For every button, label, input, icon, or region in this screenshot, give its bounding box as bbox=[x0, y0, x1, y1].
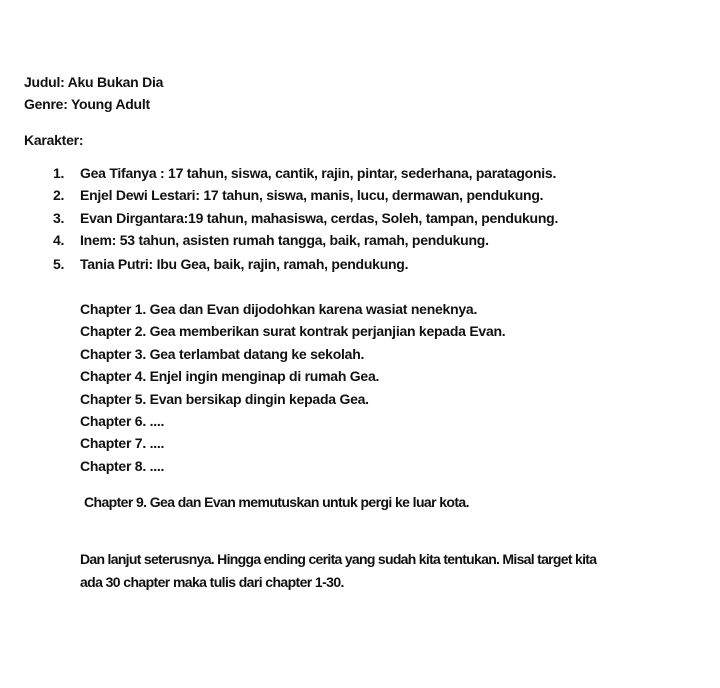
chapter-item: Chapter 4. Enjel ingin menginap di rumah Gea. bbox=[80, 368, 380, 384]
character-text: Enjel Dewi Lestari: 17 tahun, siswa, manis, lucu, dermawan, pendukung. bbox=[80, 187, 544, 203]
closing-line: Dan lanjut seterusnya. Hingga ending cerita yang sudah kita tentukan. Misal target kita bbox=[80, 551, 597, 567]
chapter-item: Chapter 5. Evan bersikap dingin kepada Gea. bbox=[80, 391, 369, 407]
chapter-item: Chapter 6. .... bbox=[80, 413, 165, 429]
list-number: 1. bbox=[53, 165, 65, 181]
character-text: Gea Tifanya : 17 tahun, siswa, cantik, rajin, pintar, sederhana, paratagonis. bbox=[80, 165, 557, 181]
character-item bbox=[53, 209, 693, 227]
character-text: Inem: 53 tahun, asisten rumah tangga, baik, ramah, pendukung. bbox=[80, 232, 489, 248]
chapter-item: Chapter 3. Gea terlambat datang ke sekolah. bbox=[80, 346, 365, 362]
character-text: Evan Dirgantara:19 tahun, mahasiswa, cerdas, Soleh, tampan, pendukung. bbox=[80, 210, 559, 226]
chapter-item: Chapter 8. .... bbox=[80, 458, 165, 474]
chapter-item: Chapter 1. Gea dan Evan dijodohkan karena wasiat neneknya. bbox=[80, 301, 478, 317]
title-line: Judul: Aku Bukan Dia bbox=[24, 74, 164, 90]
list-number: 5. bbox=[53, 256, 65, 272]
character-item bbox=[53, 255, 693, 273]
chapter-item: Chapter 7. .... bbox=[80, 435, 165, 451]
character-item bbox=[53, 231, 693, 249]
chapter-item: Chapter 2. Gea memberikan surat kontrak perjanjian kepada Evan. bbox=[80, 323, 506, 339]
list-number: 3. bbox=[53, 210, 65, 226]
list-number: 2. bbox=[53, 187, 65, 203]
genre-line: Genre: Young Adult bbox=[24, 96, 150, 112]
character-item bbox=[53, 164, 693, 182]
list-number: 4. bbox=[53, 232, 65, 248]
chapter-item: Chapter 9. Gea dan Evan memutuskan untuk pergi ke luar kota. bbox=[84, 494, 469, 510]
closing-line: ada 30 chapter maka tulis dari chapter 1-30. bbox=[80, 574, 344, 590]
character-item bbox=[53, 186, 693, 204]
character-text: Tania Putri: Ibu Gea, baik, rajin, ramah, pendukung. bbox=[80, 256, 409, 272]
characters-heading: Karakter: bbox=[24, 132, 84, 148]
